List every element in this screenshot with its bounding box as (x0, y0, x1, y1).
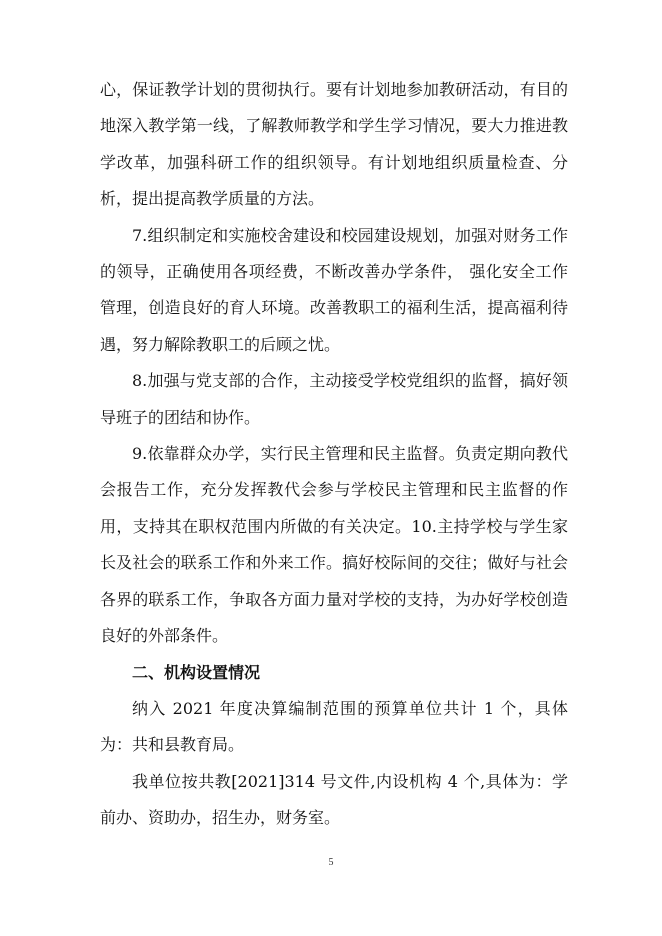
paragraph-budget-units: 纳入 2021 年度决算编制范围的预算单位共计 1 个，具体为：共和县教育局。 (100, 698, 568, 755)
page-number: 5 (328, 857, 334, 868)
paragraph-continued: 心，保证教学计划的贯彻执行。要有计划地参加教研活动，有目的地深入教学第一线，了解教师教学和学生学习情况，要大力推进教学改革，加强科研工作的组织领导。有计划地组织质量检查、分析，提出提高教学质量的方法。 (100, 80, 568, 209)
paragraph-item-9: 9.依靠群众办学，实行民主管理和民主监督。负责定期向教代会报告工作，充分发挥教代会参与学校民主管理和民主监督的作用，支持其在职权范围内所做的有关决定。10.主持学校与学生家长及社会的联系工作和外来工作。搞好校际间的交往；做好与社会各界的联系工作，争取各方面力量对学校的支持，为办好学校创造良好的外部条件。 (100, 444, 568, 646)
document-body (100, 72, 568, 837)
paragraph-internal-agencies: 我单位按共教[2021]314 号文件,内设机构 4 个,具体为：学前办、资助办，招生办，财务室。 (100, 771, 568, 828)
paragraph-item-8: 8.加强与党支部的合作，主动接受学校党组织的监督，搞好领导班子的团结和协作。 (100, 371, 568, 427)
section-heading: 二、机构设置情况 (132, 662, 261, 682)
paragraph-item-7: 7.组织制定和实施校舍建设和校园建设规划，加强对财务工作的领导，正确使用各项经费，不断改善办学条件， 强化安全工作管理，创造良好的育人环境。改善教职工的福利生活，提高福利待遇，努力解除教职工的后顾之忧。 (100, 225, 568, 354)
